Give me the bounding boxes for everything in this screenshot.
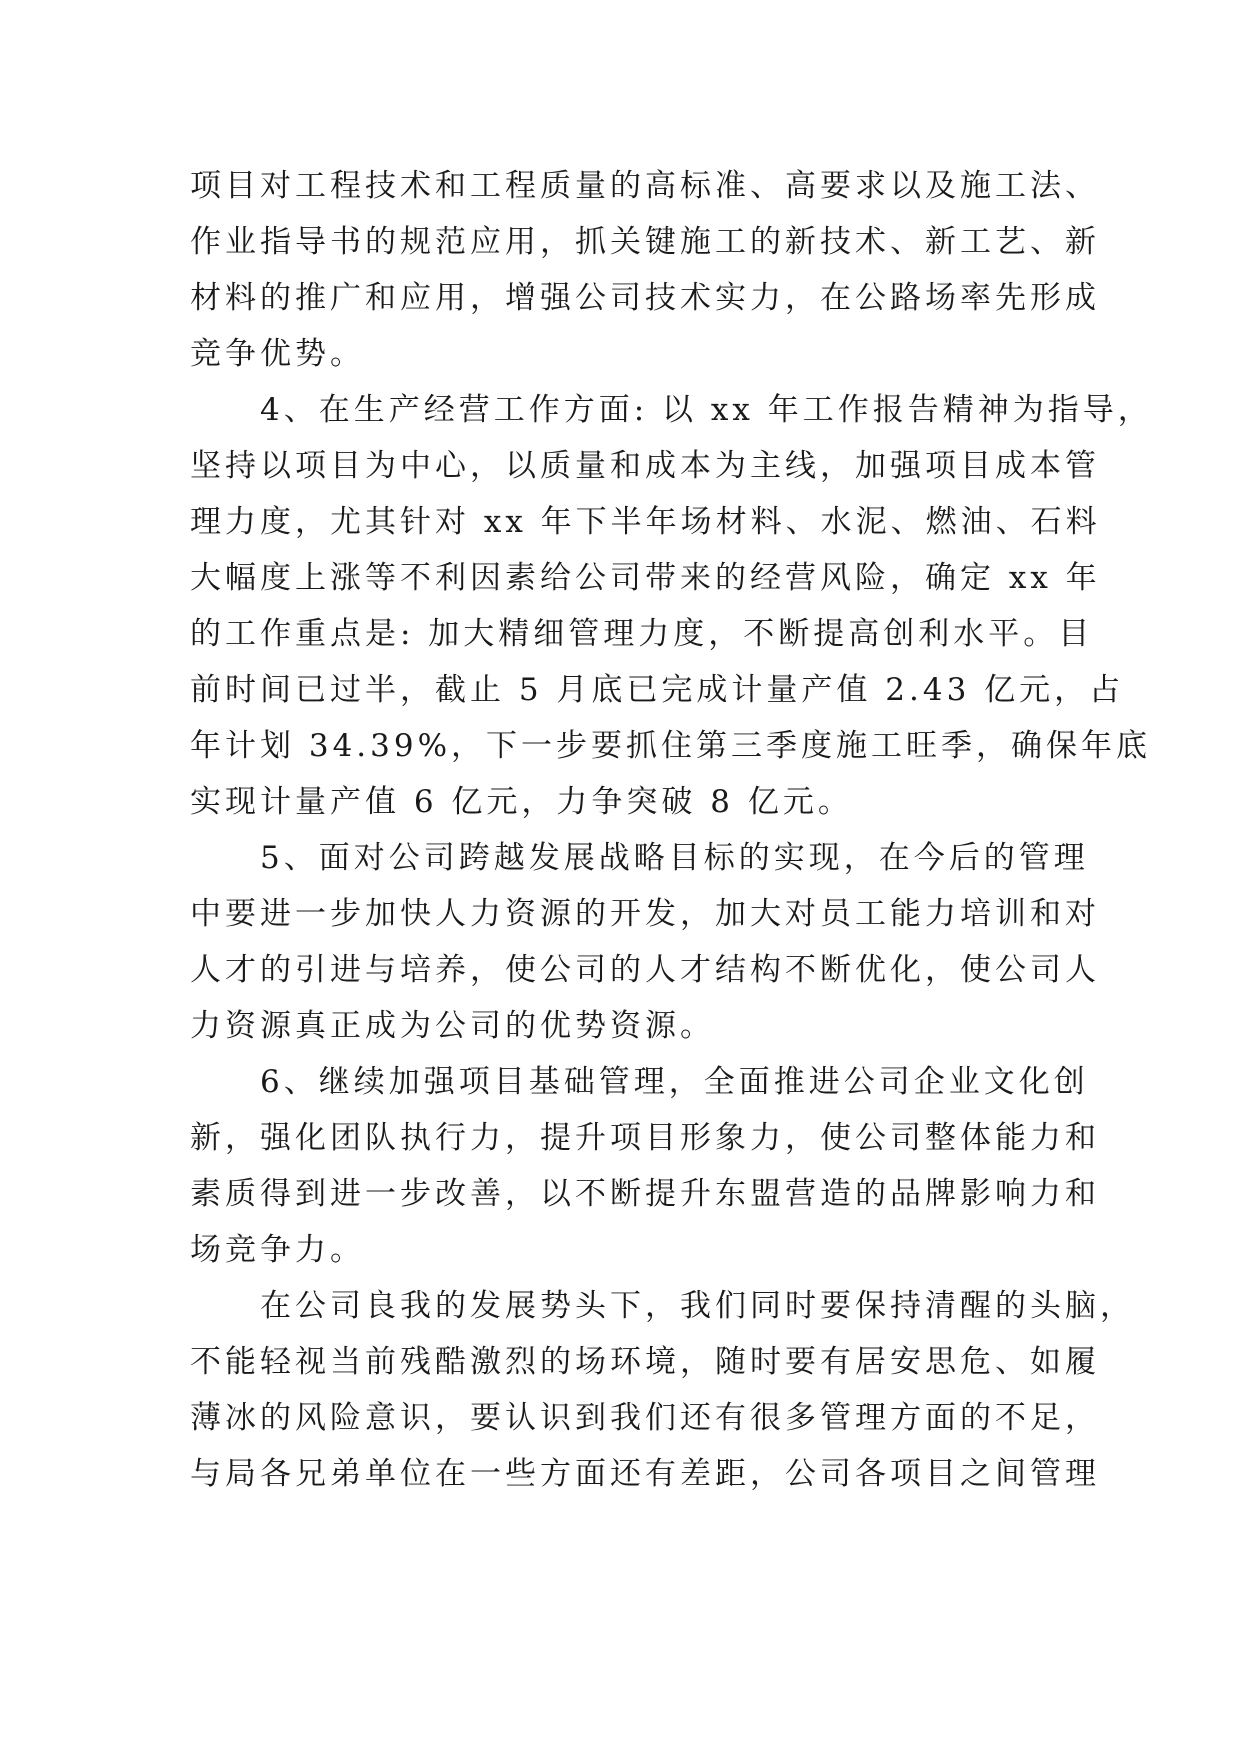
text-line: 实现计量产值 6 亿元，力争突破 8 亿元。 (190, 784, 853, 820)
text-line: 前时间已过半，截止 5 月底已完成计量产值 2.43 亿元，占 (190, 672, 1125, 708)
paragraph-start-line: 在公司良我的发展势头下，我们同时要保持清醒的头脑， (260, 1288, 1135, 1324)
text-line: 人才的引进与培养，使公司的人才结构不断优化，使公司人 (190, 952, 1100, 988)
text-line: 作业指导书的规范应用，抓关键施工的新技术、新工艺、新 (190, 224, 1100, 260)
text-line: 材料的推广和应用，增强公司技术实力，在公路场率先形成 (190, 280, 1100, 316)
text-line: 坚持以项目为中心，以质量和成本为主线，加强项目成本管 (190, 448, 1100, 484)
text-line: 力资源真正成为公司的优势资源。 (190, 1008, 715, 1044)
text-line: 场竞争力。 (190, 1232, 365, 1268)
text-line: 不能轻视当前残酷激烈的场环境，随时要有居安思危、如履 (190, 1344, 1100, 1380)
text-line: 大幅度上涨等不利因素给公司带来的经营风险，确定 xx 年 (190, 560, 1101, 596)
text-line: 项目对工程技术和工程质量的高标准、高要求以及施工法、 (190, 168, 1100, 204)
text-line: 年计划 34.39%，下一步要抓住第三季度施工旺季，确保年底 (190, 728, 1152, 764)
document-body (190, 158, 1153, 1502)
paragraph-start-line: 5、面对公司跨越发展战略目标的实现，在今后的管理 (260, 840, 1089, 876)
text-line: 与局各兄弟单位在一些方面还有差距，公司各项目之间管理 (190, 1456, 1100, 1492)
text-line: 素质得到进一步改善，以不断提升东盟营造的品牌影响力和 (190, 1176, 1100, 1212)
text-line: 竞争优势。 (190, 336, 365, 372)
text-line: 的工作重点是: 加大精细管理力度，不断提高创利水平。目 (190, 616, 1094, 652)
text-line: 薄冰的风险意识，要认识到我们还有很多管理方面的不足， (190, 1400, 1100, 1436)
paragraph-start-line: 6、继续加强项目基础管理，全面推进公司企业文化创 (260, 1064, 1089, 1100)
paragraph-start-line: 4、在生产经营工作方面: 以 xx 年工作报告精神为指导， (260, 392, 1153, 428)
text-line: 新，强化团队执行力，提升项目形象力，使公司整体能力和 (190, 1120, 1100, 1156)
text-line: 中要进一步加快人力资源的开发，加大对员工能力培训和对 (190, 896, 1100, 932)
text-line: 理力度，尤其针对 xx 年下半年场材料、水泥、燃油、石料 (190, 504, 1101, 540)
